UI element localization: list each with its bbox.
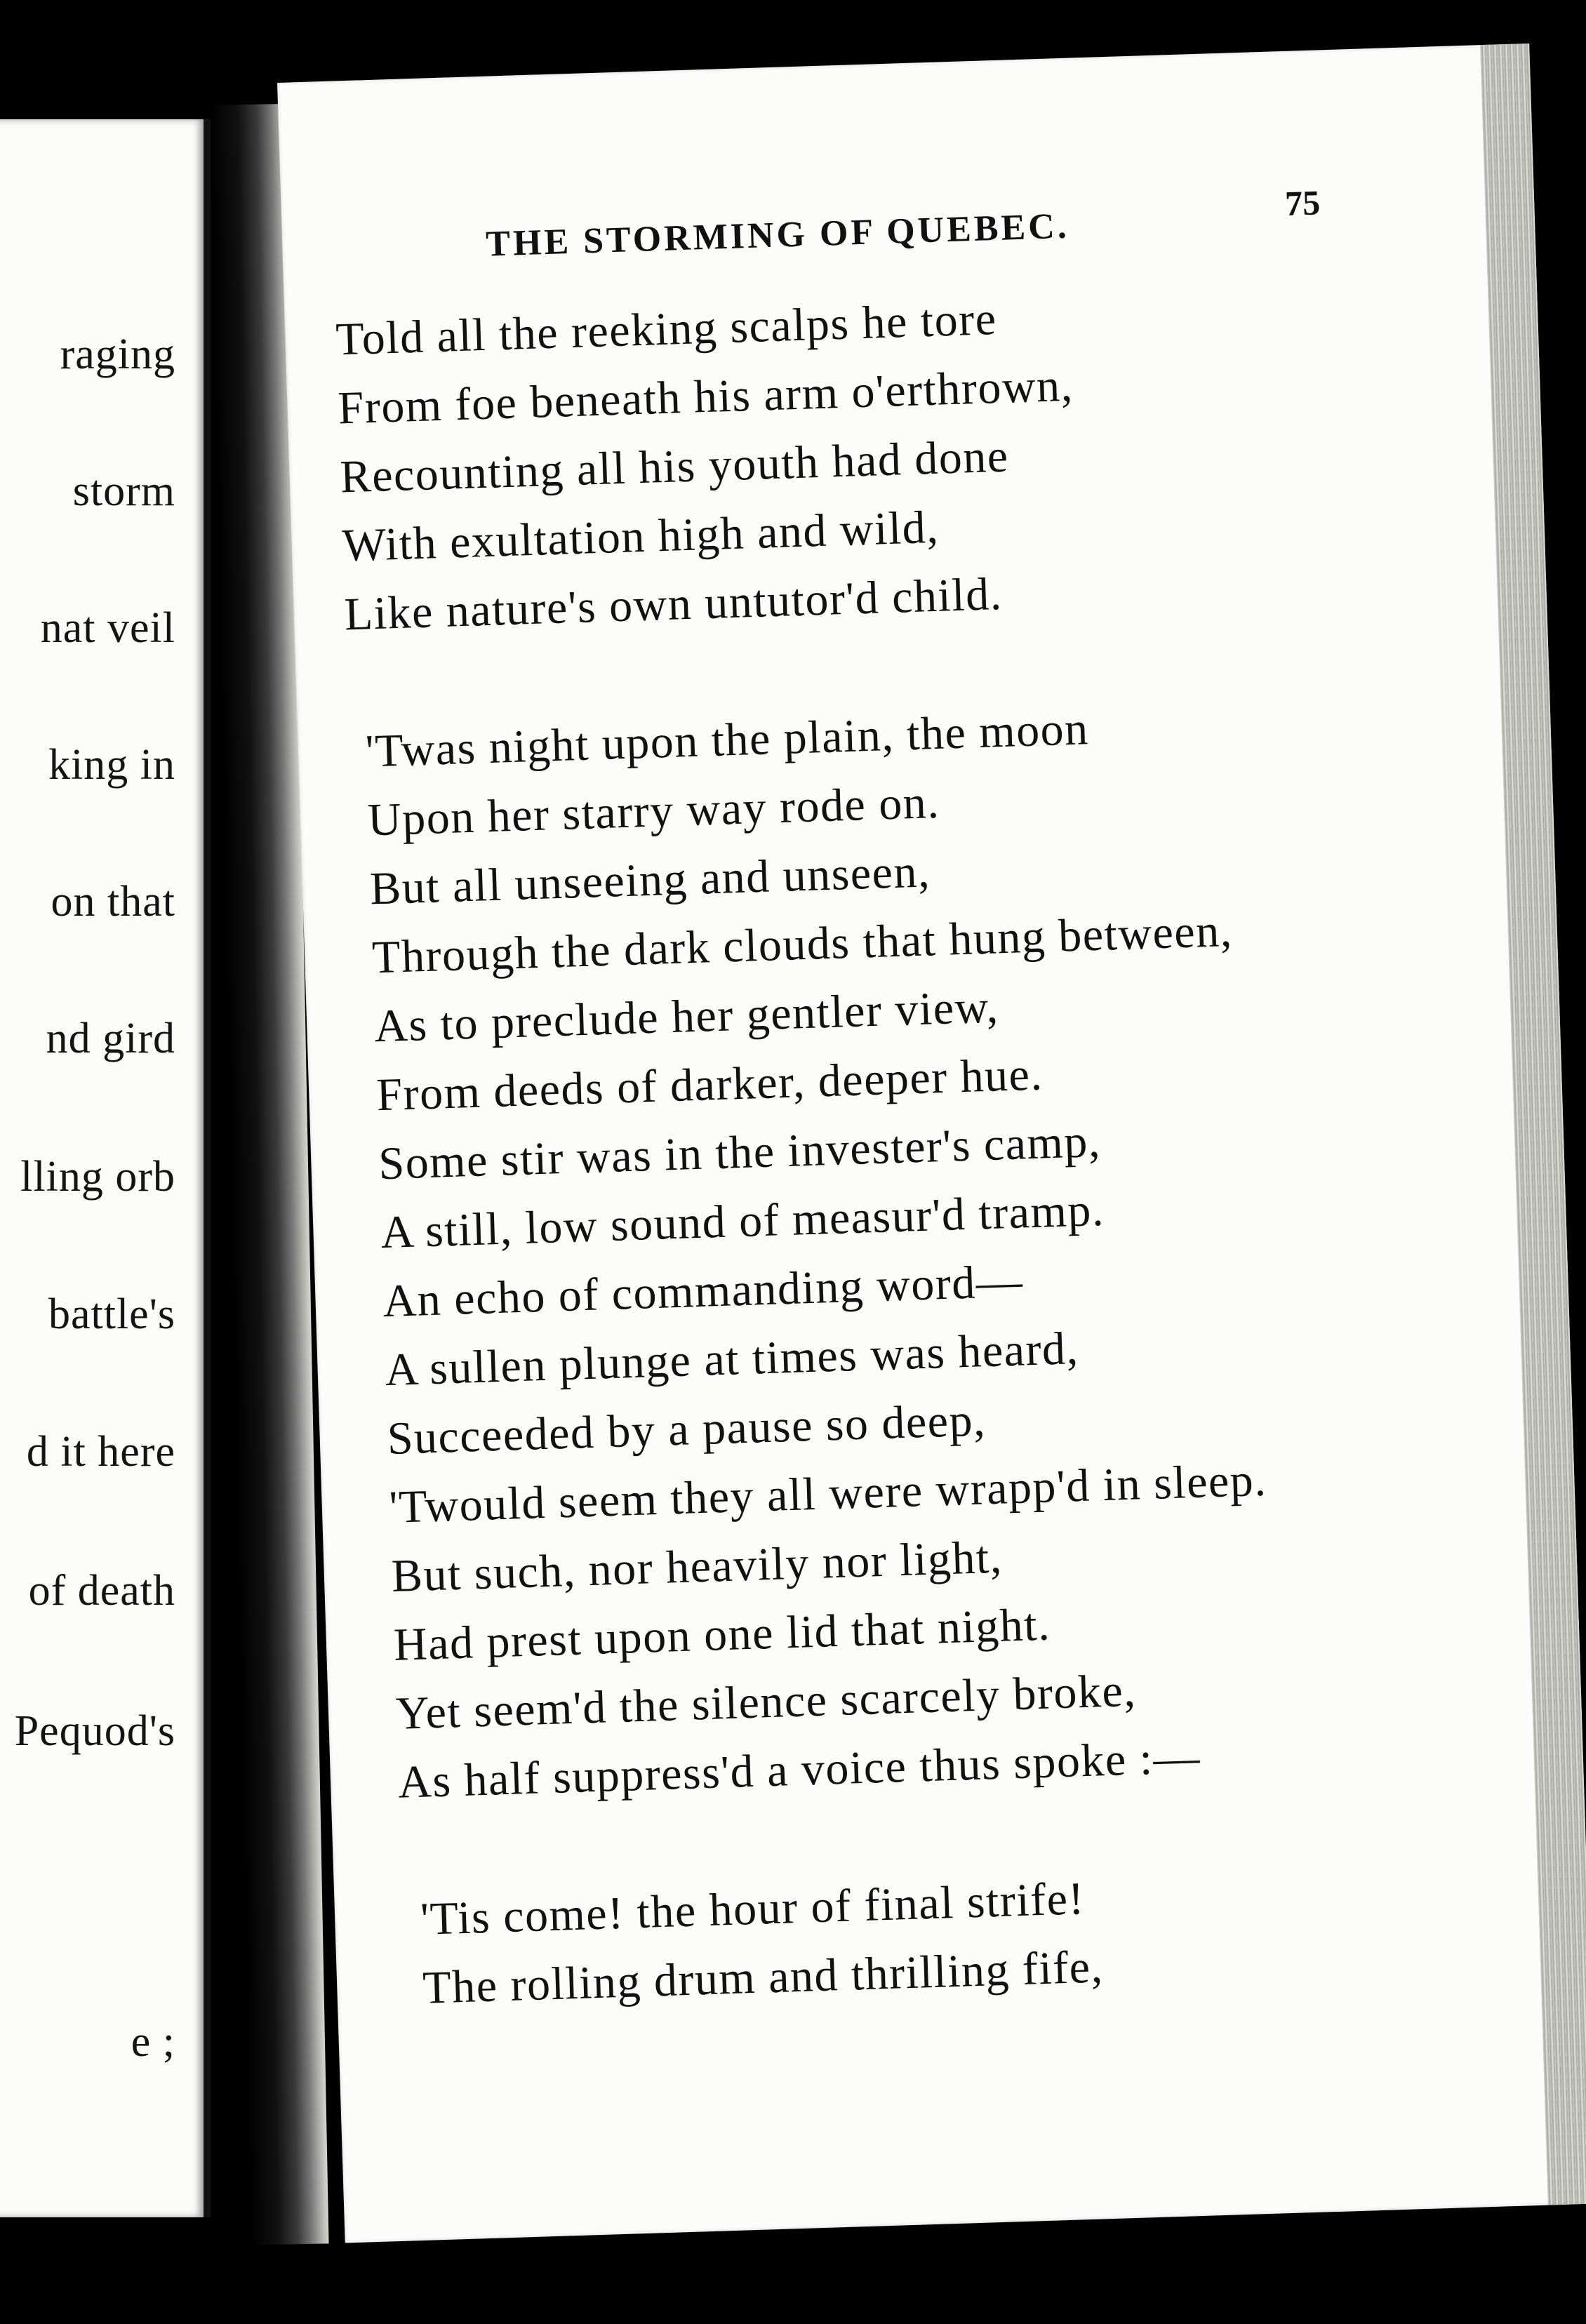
verse-line: Upon her starry way rode on. (366, 776, 941, 846)
verse-line: The rolling drum and thrilling fife, (422, 1941, 1105, 2014)
left-page-line: on that (51, 878, 175, 926)
left-page-line: storm (72, 467, 175, 515)
left-page-line: battle's (48, 1290, 175, 1338)
left-page-line: king in (48, 741, 175, 789)
verse-line: But all unseeing and unseen, (369, 846, 931, 915)
left-page-line: e ; (131, 2018, 175, 2066)
verse-line: As to preclude her gentler view, (373, 981, 1000, 1053)
verse-line: Recounting all his youth had done (339, 430, 1010, 503)
left-page-line: Pequod's (14, 1707, 175, 1755)
left-page (0, 119, 211, 2217)
verse-line: Like nature's own untutor'd child. (343, 568, 1004, 641)
verse-line: With exultation high and wild, (341, 501, 940, 572)
right-page (277, 44, 1586, 2243)
verse-line: An echo of commanding word— (382, 1255, 1025, 1328)
left-page-text (0, 119, 204, 2217)
verse-line: Through the dark clouds that hung between, (371, 904, 1234, 984)
verse-line: From foe beneath his arm o'erthrown, (337, 359, 1074, 434)
left-page-line: of death (28, 1567, 175, 1615)
verse-line: Told all the reeking scalps he tore (335, 293, 998, 366)
verse-line: 'Tis come! the hour of final strife! (420, 1873, 1086, 1945)
verse-line: Had prest upon one lid that night. (392, 1598, 1052, 1671)
verse-line: Succeeded by a pause so deep, (386, 1394, 987, 1465)
page-number: 75 (1284, 182, 1321, 223)
running-title: THE STORMING OF QUEBEC. (485, 206, 1070, 265)
verse-line: A sullen plunge at times was heard, (384, 1323, 1080, 1396)
left-page-line: nat veil (40, 604, 175, 652)
verse-line: A still, low sound of measur'd tramp. (380, 1184, 1105, 1259)
verse-line: 'Twas night upon the plain, the moon (364, 703, 1090, 777)
stanza (335, 270, 1468, 649)
poem-text (335, 270, 1513, 2092)
verse-line: From deeds of darker, deeper hue. (375, 1048, 1044, 1121)
verse-line: 'Twould seem they all were wrapp'd in sleep. (388, 1454, 1268, 1533)
verse-line: But such, nor heavily nor light, (390, 1531, 1004, 1602)
left-page-line: d it here (26, 1428, 175, 1476)
left-page-line: lling orb (20, 1153, 175, 1201)
left-page-line: nd gird (46, 1015, 175, 1062)
stanza (347, 683, 1504, 1817)
verse-line: Yet seem'd the silence scarcely broke, (394, 1664, 1138, 1739)
verse-line: Some stir was in the invester's camp, (378, 1115, 1102, 1190)
verse-line: As half suppress'd a voice thus spoke :— (397, 1731, 1201, 1808)
left-page-line: raging (60, 330, 175, 378)
stanza (385, 1851, 1511, 2024)
running-head (282, 182, 1536, 286)
